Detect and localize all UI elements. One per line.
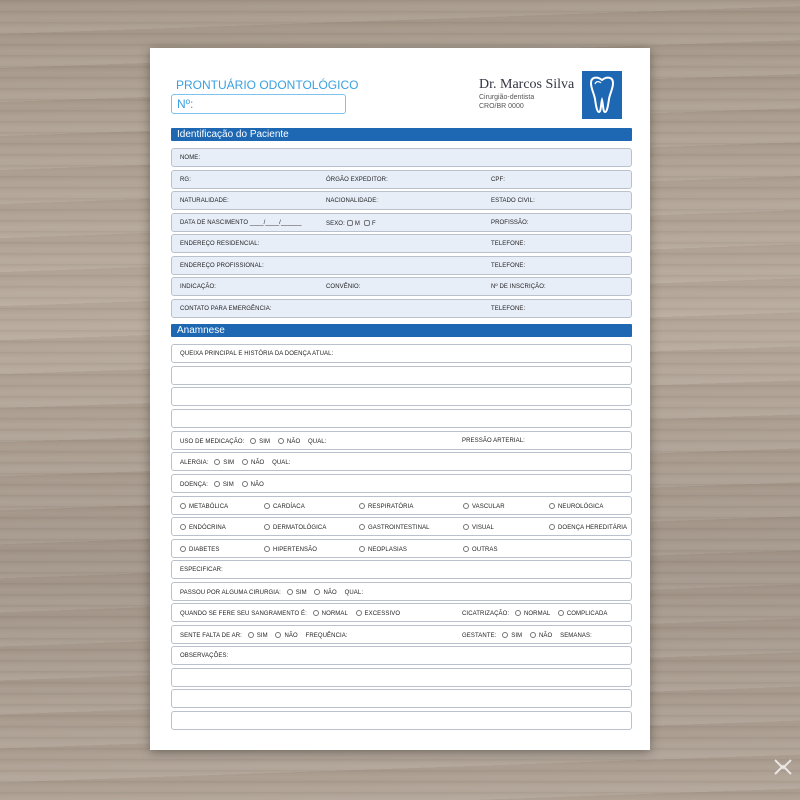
doenca-checkbox[interactable] — [463, 524, 469, 530]
doenca-option[interactable] — [359, 503, 413, 510]
doenca-label: RESPIRATÓRIA — [368, 504, 414, 510]
field-observacoes[interactable] — [171, 646, 632, 665]
label-cirurgia-nao: NÃO — [323, 590, 337, 596]
section-anamnese: Anamnese — [171, 324, 632, 337]
label-alergia-sim: SIM — [223, 460, 235, 466]
field-observacoes-line-4[interactable] — [171, 711, 632, 730]
doenca-checkbox[interactable] — [549, 524, 555, 530]
form-title: PRONTUÁRIO ODONTOLÓGICO — [176, 78, 359, 92]
field-alergia[interactable] — [171, 452, 632, 471]
cirurgia-sim-radio[interactable] — [287, 589, 293, 595]
doenca-label: DOENÇA HEREDITÁRIA — [558, 525, 628, 531]
label-sangramento-excessivo: EXCESSIVO — [364, 611, 401, 617]
doencas-row-1 — [171, 496, 632, 515]
doenca-option[interactable] — [264, 503, 305, 510]
cicatrizacao-normal-radio[interactable] — [515, 610, 521, 616]
doenca-label: VASCULAR — [472, 504, 505, 510]
alergia-sim-radio[interactable] — [214, 459, 220, 465]
medicacao-nao-radio[interactable] — [278, 438, 284, 444]
sexo-m-checkbox[interactable] — [347, 220, 353, 226]
gestante-nao-radio[interactable] — [530, 632, 536, 638]
doenca-label: METABÓLICA — [189, 504, 229, 510]
doenca-checkbox[interactable] — [180, 503, 186, 509]
label-cicatrizacao-normal: NORMAL — [523, 611, 551, 617]
doenca-label: HIPERTENSÃO — [273, 547, 317, 553]
label-sexo: SEXO: — [326, 221, 345, 227]
uso-medicacao-group — [180, 438, 327, 445]
label-sangramento-normal: NORMAL — [321, 611, 348, 617]
doencas-row-2 — [171, 517, 632, 536]
doenca-option[interactable] — [549, 503, 603, 510]
label-gestante: GESTANTE: — [462, 633, 497, 639]
doctor-credentials — [479, 93, 534, 111]
label-orgao: ÓRGÃO EXPEDITOR: — [326, 177, 388, 183]
medicacao-sim-radio[interactable] — [250, 438, 256, 444]
cirurgia-nao-radio[interactable] — [314, 589, 320, 595]
doenca-label: DERMATOLÓGICA — [273, 525, 327, 531]
section-identificacao: Identificação do Paciente — [171, 128, 632, 141]
label-endereco-residencial: ENDEREÇO RESIDENCIAL: — [180, 241, 260, 247]
label-endereco-profissional: ENDEREÇO PROFISSIONAL: — [180, 263, 264, 269]
field-queixa-line-3[interactable] — [171, 387, 632, 406]
label-falta-ar: SENTE FALTA DE AR: — [180, 633, 242, 639]
field-queixa-line-4[interactable] — [171, 409, 632, 428]
gestante-sim-radio[interactable] — [502, 632, 508, 638]
field-observacoes-line-2[interactable] — [171, 668, 632, 687]
falta-ar-nao-radio[interactable] — [275, 632, 281, 638]
doenca-label: DIABETES — [189, 547, 220, 553]
field-uso-medicacao[interactable] — [171, 431, 632, 450]
sexo-group — [326, 220, 376, 227]
doenca-checkbox[interactable] — [264, 503, 270, 509]
label-cpf: CPF: — [491, 177, 506, 183]
doenca-option[interactable] — [180, 546, 219, 553]
doctor-cro: CRO/BR 0000 — [479, 103, 524, 110]
doenca-label: CARDÍACA — [273, 504, 305, 510]
falta-ar-sim-radio[interactable] — [248, 632, 254, 638]
field-cirurgia[interactable] — [171, 582, 632, 601]
label-naturalidade: NATURALIDADE: — [180, 198, 229, 204]
doenca-checkbox[interactable] — [180, 546, 186, 552]
doctor-title: Cirurgião-dentista — [479, 94, 535, 101]
sexo-f-checkbox[interactable] — [364, 220, 370, 226]
field-contato-emergencia[interactable] — [171, 299, 632, 318]
doenca-option[interactable] — [359, 546, 407, 553]
doenca-checkbox[interactable] — [264, 524, 270, 530]
doenca-checkbox[interactable] — [549, 503, 555, 509]
label-sangramento: QUANDO SE FERE SEU SANGRAMENTO É: — [180, 611, 307, 617]
label-sexo-m: M — [354, 221, 360, 227]
form-sheet — [150, 48, 650, 750]
sangramento-excessivo-radio[interactable] — [356, 610, 362, 616]
doenca-nao-radio[interactable] — [242, 481, 248, 487]
label-cicatrizacao-complicada: COMPLICADA — [566, 611, 608, 617]
cicatrizacao-group — [462, 610, 608, 617]
doenca-checkbox[interactable] — [359, 546, 365, 552]
cirurgia-group — [180, 589, 363, 596]
field-rg-row[interactable] — [171, 170, 632, 189]
sangramento-group — [180, 610, 400, 617]
label-cirurgia-sim: SIM — [295, 590, 307, 596]
label-doenca-nao: NÃO — [250, 482, 264, 488]
label-indicacao: INDICAÇÃO: — [180, 284, 217, 290]
field-especificar[interactable] — [171, 560, 632, 579]
label-telefone-emergencia: TELEFONE: — [491, 306, 526, 312]
falta-ar-group — [180, 632, 348, 639]
label-doenca: DOENÇA: — [180, 482, 209, 488]
field-indicacao-row[interactable] — [171, 277, 632, 296]
sangramento-normal-radio[interactable] — [313, 610, 319, 616]
label-medicacao-nao: NÃO — [286, 439, 301, 445]
field-nome[interactable] — [171, 148, 632, 167]
label-data-nascimento: DATA DE NASCIMENTO ____/____/______ — [180, 220, 302, 226]
label-falta-ar-sim: SIM — [256, 633, 268, 639]
tooth-icon — [582, 71, 622, 119]
label-cirurgia-qual: QUAL: — [344, 590, 364, 596]
doenca-checkbox[interactable] — [264, 546, 270, 552]
field-doenca[interactable] — [171, 474, 632, 493]
field-queixa-line-2[interactable] — [171, 366, 632, 385]
field-naturalidade-row[interactable] — [171, 191, 632, 210]
watermark-icon — [772, 756, 794, 778]
gestante-group — [462, 632, 592, 639]
record-number-field[interactable] — [171, 94, 346, 114]
label-nome: NOME: — [180, 155, 201, 161]
doenca-checkbox[interactable] — [359, 503, 365, 509]
label-falta-ar-nao: NÃO — [284, 633, 298, 639]
doenca-option[interactable] — [463, 503, 505, 510]
label-convenio: CONVÊNIO: — [326, 284, 361, 290]
label-semanas: SEMANAS: — [560, 633, 592, 639]
label-rg: RG: — [180, 177, 191, 183]
label-especificar: ESPECIFICAR: — [180, 567, 223, 573]
label-doenca-sim: SIM — [222, 482, 234, 488]
doctor-name: Dr. Marcos Silva — [479, 77, 575, 92]
alergia-nao-radio[interactable] — [242, 459, 248, 465]
label-observacoes: OBSERVAÇÕES: — [180, 653, 229, 659]
record-number-label: Nº: — [177, 97, 194, 111]
field-queixa[interactable] — [171, 344, 632, 363]
doenca-option[interactable] — [180, 524, 226, 531]
doenca-label: NEOPLASIAS — [368, 547, 408, 553]
field-sangramento[interactable] — [171, 603, 632, 622]
label-gestante-sim: SIM — [511, 633, 523, 639]
cicatrizacao-complicada-radio[interactable] — [558, 610, 564, 616]
doenca-checkbox[interactable] — [359, 524, 365, 530]
alergia-group — [180, 459, 291, 466]
doenca-checkbox[interactable] — [180, 524, 186, 530]
label-medicacao-qual: QUAL: — [308, 439, 327, 445]
doenca-option[interactable] — [264, 546, 317, 553]
label-pressao: PRESSÃO ARTERIAL: — [462, 438, 525, 444]
label-alergia-qual: QUAL: — [272, 460, 291, 466]
label-alergia-nao: NÃO — [251, 460, 265, 466]
label-telefone-residencial: TELEFONE: — [491, 241, 526, 247]
doenca-option[interactable] — [463, 546, 498, 553]
label-medicacao-sim: SIM — [259, 439, 271, 445]
doenca-option[interactable] — [359, 524, 430, 531]
label-inscricao: Nº DE INSCRIÇÃO: — [491, 284, 546, 290]
label-uso-medicacao: USO DE MEDICAÇÃO: — [180, 439, 245, 445]
label-telefone-profissional: TELEFONE: — [491, 263, 526, 269]
doenca-label: NEUROLÓGICA — [558, 504, 604, 510]
field-nascimento-row[interactable] — [171, 213, 632, 232]
field-falta-ar[interactable] — [171, 625, 632, 644]
label-gestante-nao: NÃO — [539, 633, 553, 639]
doenca-checkbox[interactable] — [463, 546, 469, 552]
doenca-label: OUTRAS — [472, 547, 498, 553]
doenca-option[interactable] — [264, 524, 326, 531]
label-queixa: QUEIXA PRINCIPAL E HISTÓRIA DA DOENÇA ATUAL: — [180, 351, 334, 357]
field-endereco-profissional[interactable] — [171, 256, 632, 275]
label-contato-emergencia: CONTATO PARA EMERGÊNCIA: — [180, 306, 272, 312]
label-estado-civil: ESTADO CIVIL: — [491, 198, 535, 204]
doenca-option[interactable] — [463, 524, 494, 531]
label-profissao: PROFISSÃO: — [491, 220, 529, 226]
doencas-row-3 — [171, 539, 632, 558]
doenca-checkbox[interactable] — [463, 503, 469, 509]
field-endereco-residencial[interactable] — [171, 234, 632, 253]
label-sexo-f: F — [371, 221, 376, 227]
label-frequencia: FREQUÊNCIA: — [305, 633, 348, 639]
doenca-option[interactable] — [180, 503, 228, 510]
doenca-option[interactable] — [549, 524, 627, 531]
label-nacionalidade: NACIONALIDADE: — [326, 198, 379, 204]
label-cirurgia: PASSOU POR ALGUMA CIRURGIA: — [180, 590, 281, 596]
doenca-label: GASTROINTESTINAL — [368, 525, 430, 531]
doenca-label: ENDÓCRINA — [189, 525, 226, 531]
label-cicatrizacao: CICATRIZAÇÃO: — [462, 611, 510, 617]
field-observacoes-line-3[interactable] — [171, 689, 632, 708]
doenca-sim-radio[interactable] — [214, 481, 220, 487]
label-alergia: ALERGIA: — [180, 460, 209, 466]
doenca-group — [180, 481, 264, 488]
doenca-label: VISUAL — [472, 525, 494, 531]
